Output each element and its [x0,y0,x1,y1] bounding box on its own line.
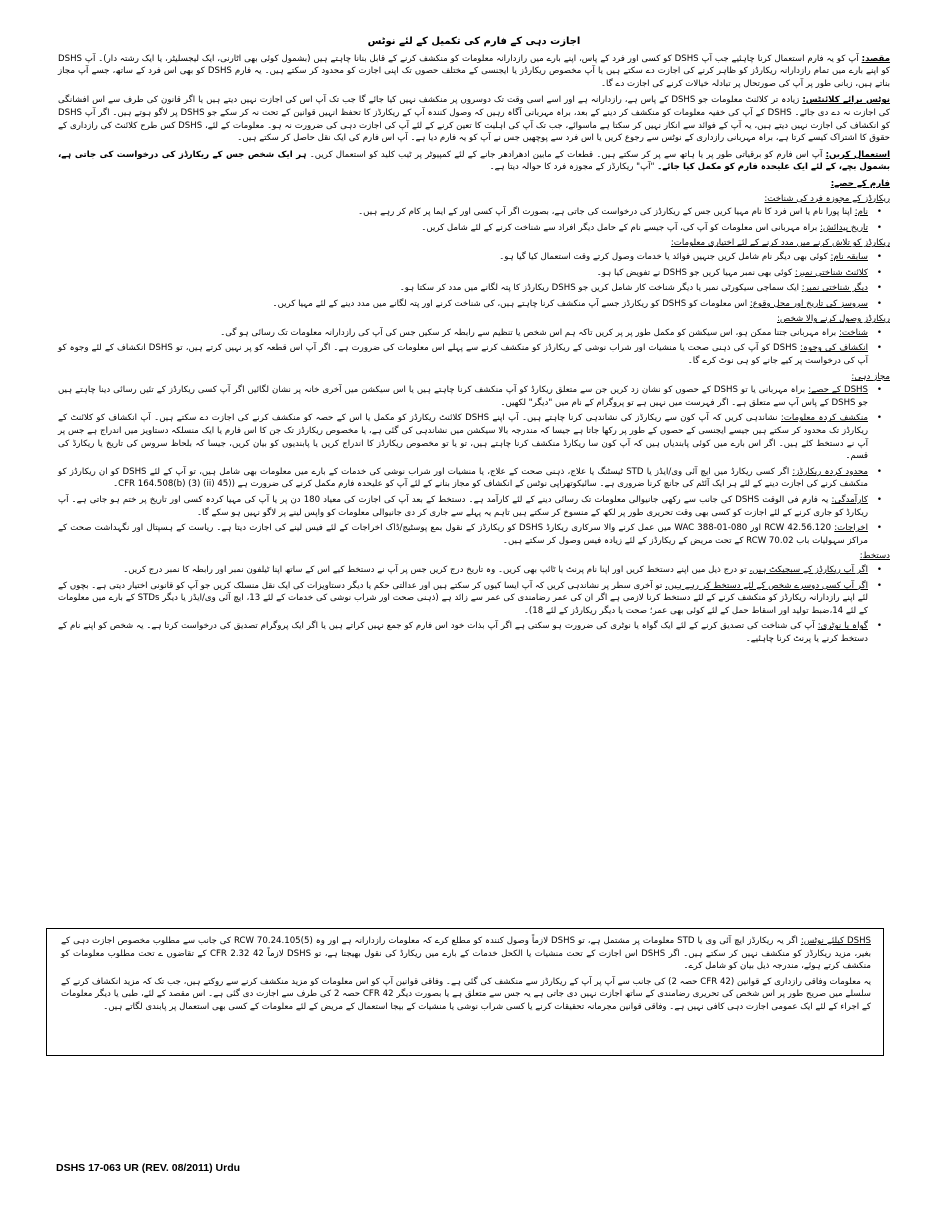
item-label: تاریخ پیدائش: [820,222,868,233]
usage-paragraph [58,149,890,174]
list-item [58,282,868,295]
list-item [58,384,868,409]
authorization-heading: مجاز دہی: [851,371,890,382]
item-text: براہ مہربانی اس معلومات کو آپ کی، آپ جیسے نام کے حامل دیگر افراد سے شناخت کرنے کے لئے شامل کریں۔ [421,222,818,233]
item-label: نام: [854,207,868,218]
item-label: اگر آپ کسی دوسرے شخص کے لئے دستخط کر رہے ہیں، [665,580,868,591]
list-item [58,564,868,577]
purpose-paragraph [58,53,890,91]
list-item [58,620,868,645]
dshs-notice-text: اگر یہ ریکارڈز ایچ آئی وی یا STD معلومات پر مشتمل ہے، تو DSHS لازماً وصول کنندہ کو مطلع کرے کہ معلومات رازدارانہ ہے اور وہ (RCW 70.24.105(5 کی جانب سے مطلوب مخصوص اجازت دہی کے بغیر، مزید ریکارڈز کو منکشف نہیں کر سکتے ہیں۔ اگر DSHS اس اجازت کے تحت منشیات یا الکحل خدمات کے بارے میں ریکارڈ کی نقول بھیجتا ہے، تو DSHS لازماً 42 CFR 2.32 کے تقاضوں ے تحت مطلوب معلومات کو منکشف کرتے ہوئے، مندرجہ ذیل بیان کو شامل کرے۔ [61,936,871,972]
list-item [58,494,868,519]
list-item [58,298,868,311]
list-item [58,327,868,340]
item-text: DSHS کو آپ کی ذہنی صحت یا منشیات اور شراب نوشی کے ریکارڈز کو منکشف کرنے سے پہلے اس معلومات کی ضرورت ہے۔ اگر آپ اس قطعہ کو پر نہیں کرتے ہیں، تو DSHS انکشاف کے لئے وجوہ کو آپ کی درخواست پر کیے جانے کو ہی نوٹ کرے گا۔ [58,343,868,367]
item-text: اپنا پورا نام یا اس فرد کا نام مہیا کریں جس کے ریکارڈز کی درخواست کی جاتی ہے، بصورت اگر آپ کسی اور کے ایما پر کام کر رہے ہیں۔ [358,207,853,218]
item-label: منکشف کردہ معلومات: [780,413,869,424]
purpose-text: آپ کو یہ فارم استعمال کرنا چاہئیے جب آپ DSHS کو کسی اور فرد کے پاس، اپنے بارے میں رازدارانہ معلومات کو منکشف کرنے کے قابل بنانا چاہتے ہیں (بشمول کوئی بھی اٹارنی، ایک لیجسلیٹر، یا ایک رشتہ دار)۔ آپ DSHS کو اپنے بارے میں تمام رازدارانہ ریکارڈز کو ظاہر کرنے کی اجازت دے سکتے ہیں یا آپ مخصوص ریکارڈز یا ایجنسی کے مختلف حصوں تک اپنی اجازت کو محدود کر سکتے ہیں۔ یہ فارم DSHS کو بھی اس فرد کے ساتھ، جسے آپ مجاز بناتے ہیں، زبانی طور پر آپ کی صورتحال پر تبادلہ خیالات کرنے کی اجازت دے گا۔ [58,53,890,89]
authorization-list [58,384,890,547]
item-label: کارآمدگی: [831,495,868,505]
item-text: کوئی بھی نمبر مہیا کریں جو DSHS نے تفویض کیا ہو۔ [596,267,793,278]
item-text: تو درج ذیل میں اپنے دستخط کریں اور اپنا نام پرنٹ یا ٹائپ بھی کریں۔ وہ تاریخ درج کریں جس پر آپ نے دستخط کیے اس کے ساتھ اپنا ٹیلفون نمبر اور رابطہ کا نمبر درج کریں۔ [123,564,747,575]
client-notice-text: زیادہ تر کلائنٹ معلومات جو DSHS کے پاس ہے، رازدارانہ ہے اور اسے اسی وقت تک دوسروں پر منکشف نہیں کیا جائے گا جب تک آپ اس کی اجازت نہیں دیتے ہیں یا اگر قانون کی طرف سے اس افشانگی کی اجازت نہ دے دی جائے۔ DSHS کے آپ کی خفیہ معلومات کو منکشف کر دینے کے بعد، براہ مہربانی آگاہ رہیں کہ وصول کنندہ آپ کے ریکارڈز کا تحفظ انہیں قوانین کے تحت نہ کر سکے جو DSHS پر لاگو ہوتے ہیں۔ اگر آپ DSHS کو انکشاف کی اجازت نہیں دیتے ہیں، یہ آپ کے فوائد سے انکار نہیں کر سکتا ہے ماسوائے، جب تک آپ کی اہلیت کا تعین کرنے کے لئے آپ کی اجازت دہی کی ضرورت نہ ہو۔ معلومات کے لئے، DSHS کس طرح کلائنٹ کی رازداری کے حقوق کا اشتراک کیسے کرتا ہے، براہ مہربانی رازداری کے نوٹس سے رجوع کریں یا اس فرد سے پوچھیں جس نے آپ کو یہ فارم دیا ہے۔ آپ اس فارم کی ایک نقل حاصل کر سکتے ہیں۔ [58,95,890,144]
item-label: شناخت: [838,327,868,338]
list-item [58,580,868,618]
item-text: اگر کسی ریکارڈ میں ایچ آئی وی/ایڈز یا STD ٹیسٹنگ یا علاج، ذہنی صحت کے علاج، یا منشیات اور شراب نوشی کی خدمات کے بارے میں معلومات بھی شامل ہیں، تو آپ کے لئے DSHS کو ان ریکارڈز کو منکشف کرنے کی اجازت دینے کے لئے ہر ایک آئٹم کی جانچ کرنا ضروری ہے۔ سائیکوتھراپی نوٹس کے انکشاف کو مجاز بنانے کے لئے آپ کو علیحدہ فارم مکمل کرنے کی ضرورت ہے ((45 CFR 164.508(b) (3) (ii)۔ [58,466,868,490]
usage-tail-text: "آپ" ریکارڈز کے مجوزہ فرد کا حوالہ دیتا ہے۔ [489,162,655,173]
item-label: اخراجات: [834,523,869,534]
recipient-heading: ریکارڈز وصول کرنے والا شخص: [777,314,890,325]
identification-heading: ریکارڈز کے مجوزہ فرد کی شناخت: [764,193,890,204]
list-item [58,251,868,264]
optional-info-list [58,251,890,310]
dshs-notice-paragraph [61,935,871,973]
list-item [58,206,868,219]
list-item [58,522,868,547]
form-sections-heading: فارم کے حصے: [830,178,890,189]
list-item [58,342,868,367]
item-label: محدود کردہ ریکارڈز: [792,466,869,477]
item-label: سابقہ نام: [830,251,868,262]
page-title: اجازت دہی کے فارم کی تکمیل کے لئے نوٹس [367,36,581,47]
list-item [58,267,868,280]
form-number-footer: DSHS 17-063 UR (REV. 08/2011) Urdu [56,1162,241,1174]
item-text: براہ مہربانی یا تو DSHS کے حصوں کو نشان زد کریں جن سے متعلق ریکارڈ کو آپ منکشف کرنا چاہتے ہیں یا اس سیکشن میں آخری خانہ پر نشان لگائیں اگر آپ کسی ریکارڈز کے تئیں رسائی دینا چاہتے ہیں جو DSHS کے پاس آپ سے متعلق ہے۔ اگر فہرست میں نہیں ہے تو پروگرام کے نام میں "دیگر" لکھیں۔ [58,385,868,408]
list-item [58,466,868,491]
identification-list [58,206,890,234]
list-item [58,412,868,462]
item-label: انکشاف کی وجوہ: [800,343,868,354]
item-text: ایک سماجی سیکورٹی نمبر یا دیگر شناخت کار شامل کریں جو DSHS ریکارڈز کا پتہ لگانے میں مدد کر سکتا ہو۔ [399,283,800,294]
usage-text: آپ اس فارم کو برقیاتی طور پر یا ہاتھ سے پر کر سکتے ہیں۔ قطعات کے مابین ادھرادھر جانے کے لئے کمپیوٹر پر ٹیب کلید کو استعمال کریں۔ [309,149,823,160]
item-text: یہ فارم فی الوقت DSHS کی جانب سے رکھی جانیوالی معلومات تک رسائی دینے کے لئے کارآمد ہے۔ دستخط کے بعد آپ کی اجازت کی معیاد 180 دن پر یا آپ کی مہیا کردہ کسی اور تاریخ پر ختم ہو جاتی ہے۔ آپ ریکارڈ کو جاری کرنے کے لئے اجازت کو کسی بھی وقت تحریری طور پر لکھ کے منسوخ کر سکتے ہیں تاہم یہ پہلے سے جاری کر دی جانیوالی معلومات کو واپس لینے پر لاگو نہیں ہو سکے گا۔ [58,495,868,518]
item-label: دیگر شناختی نمبر: [801,283,868,294]
item-text: نشاندہی کریں کہ آپ کون سے ریکارڈز کی نشاندہی کرنا چاہتے ہیں۔ آپ اپنے DSHS کلائنٹ ریکارڈز کو مکمل یا اس کے حصہ کو منکشف کرنے کی اجازت دے سکتے ہیں۔ آپ انکشاف کو کلائنٹ کے ریکارڈز تک محدود کر سکتے ہیں جیسے ایجنسی کے حصوں کے طور پر رکھا جاتا ہے جیسا کہ مندرجہ بالا سیکشن میں نشاندہی کی گئی ہے، یا مخصوص ریکارڈز تک جن کا اس فارم یا ایک منسلکہ دستاویز میں اندراج ہے جس پر آپ نے دستخط کئے ہیں۔ اگر اس بارے میں کوئی پابندیاں ہیں کہ آپ کون سا ریکارڈ منکشف کرنا چاہتے ہیں، تو یا تو مخصوص ریکارڈز کا اندراج کریں یا پابندیوں کو بیان کریں، جیسا کہ بلحاظ سروس کی تاریخ یا ریکارڈ کی قسم۔ [58,413,868,462]
dshs-notice-content [61,935,871,1017]
client-notice-paragraph [58,94,890,144]
client-notice-label: نوٹس برائے کلائنٹس: [802,95,891,106]
item-label: DSHS کے حصے: [808,385,868,396]
instructions-body [58,36,890,649]
item-label: کلائنٹ شناختی نمبر: [794,267,868,278]
dshs-notice-label: DSHS کیلئے نوٹس: [800,936,871,946]
dshs-notice-box [46,928,884,1056]
usage-bold-text: ہر ایک شخص جس کے ریکارڈز کی درخواست کی جاتی ہے، بشمول بچے، کے لئے ایک علیحدہ فارم کو مکمل کیا جائے۔ [58,149,890,173]
purpose-label: مقصد: [861,53,891,64]
item-label: گواہ یا نوٹری: [817,621,869,632]
dshs-notice-statement: یہ معلومات وفاقی رازداری کے قوانین (42 CFR حصہ 2) کی جانب سے آپ پر آپ کے ریکارڈز سے منکشف کی گئی ہے۔ وفاقی قوانین آپ کو اس معلومات کو مزید منکشف کرنے سے روکتے ہیں، جب تک کہ مزید انکشاف کرنے کے سلسلے میں صریح طور پر اس شخص کی تحریری رضامندی کے ساتھ اجازت نہیں دی جاتی ہے یہ جس سے متعلق ہے یا بصورت دیگر 42 CFR حصہ 2 کی طرف سے اجازت دی گئی ہے۔ اس مقصد کے لئے، طبی یا دیگر معلومات کے اجراء کے لئے ایک عمومی اجازت دہی کافی نہیں ہے۔ وفاقی قوانین مجرمانہ تحقیقات کرنے یا کسی شراب نوشی یا منشیات کے بیجا استعمال کے مریض کے لئے معلومات کے کسی بھی استعمال پر پابندی لگاتے ہیں۔ [61,976,872,1012]
list-item [58,222,868,235]
usage-label: استعمال کریں: [825,149,891,160]
item-label: سروسز کی تاریخ اور محل وقوع: [749,298,868,309]
item-text: کوئی بھی دیگر نام شامل کریں جنہیں فوائد یا خدمات وصول کرتے وقت استعمال کیا گیا ہو۔ [499,251,828,262]
item-text: براہ مہربانی جتنا ممکن ہو، اس سیکشن کو مکمل طور پر پر کریں تاکہ ہم اس شخص یا تنظیم سے رابطہ کر سکیں جس کی آپ کی رازدارانہ معلومات تک رسائی ہو گی۔ [220,327,837,338]
signature-heading: دستخط: [859,551,890,562]
item-text: اس معلومات کو DSHS کو ریکارڈز جسے آپ منکشف کرنا چاہتے ہیں، کی شناخت کرنے اور پتہ لگانے میں مدد دینے کے لئے مہیا کریں۔ [272,298,748,309]
item-text: آپ کی شناخت کی تصدیق کرنے کے لئے ایک گواہ یا نوٹری کی ضرورت ہو سکتی ہے اگر آپ بذات خود اس فارم کو جمع نہیں کراتے ہیں یا اگر ایک پروگرام تصدیق کی درخواست کرتا ہے۔ یہ شخص کو اپنے نام کے دستخط کرنے یا پرنٹ کرنا چاہئیے۔ [58,621,868,644]
signature-list [58,564,890,646]
item-text: RCW 42.56.120 اور WAC 388-01-080 میں عمل کرنے والا سرکاری ریکارڈ DSHS کو ریکارڈز کے نقول بمع پوسٹیج/ڈاک اخراجات کے لئے فیس لینے کی اجازت دیتا ہے۔ ریاست کے ہسپتال اور نگہداشت صحت کے مراکز سہولیات باب RCW 70.02 کے تحت مریض کے ریکارڈز کے لئے زیادہ فیس وصول کر سکتے ہیں۔ [58,523,868,546]
recipient-list [58,327,890,368]
optional-info-heading: ریکارڈز کو تلاش کرنے میں مدد کرنے کے لئے اختیاری معلومات: [670,238,890,249]
item-text: تو آخری سطر پر نشاندہی کریں کہ آپ ایسا کیوں کر سکتے ہیں اور عدالتی حکم یا دیگر دستاویزات کی ایک نقل منسلک کریں جو آپ کو قانونی اختیار دیتی ہے۔ بچوں کے لئے اپنے رازدارانہ ریکارڈز کو منکشف کرنے کے لئے دستخط کرنا لازمی ہے اگر ان کی عمر رضامندی کی عمر سے زائد ہے (ذہنی صحت اور شراب نوشی کی خدمات کے لئے 13، ایچ آئی وی/ایڈز یا دیگر STDs کے بارے میں معلومات کے لئے 14،ضبط تولید اور اسقاط حمل کے لئے کوئی بھی عمر؛ صحت یا دیگر ریکارڈز کے لئے 18)۔ [58,580,868,616]
item-label: اگر آپ ریکارڈز کے سبجیکٹ ہیں، [749,564,868,575]
